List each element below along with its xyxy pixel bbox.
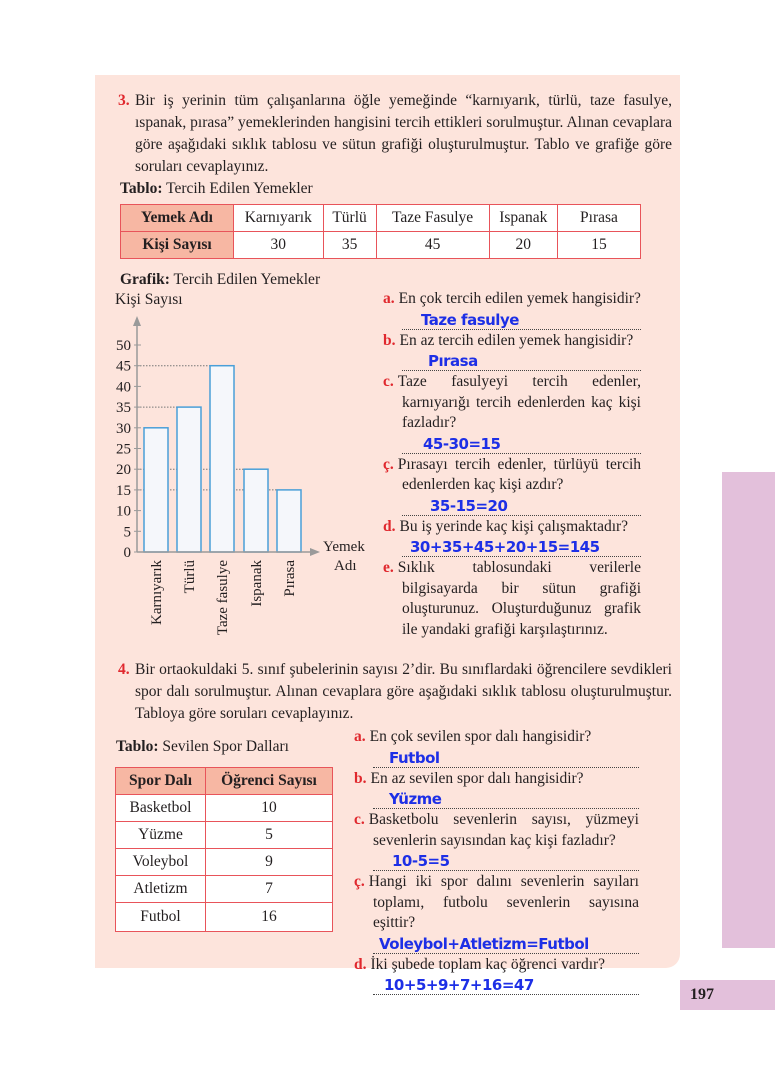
question-text: En çok tercih edilen yemek hangisidir?: [398, 290, 641, 307]
question-3: [354, 810, 639, 851]
cell: Pırasa: [558, 205, 641, 232]
question-4: [354, 872, 639, 934]
x-tick-label: Taze fasulye: [215, 560, 231, 636]
cell: 10: [206, 795, 333, 822]
cell: 7: [206, 876, 333, 903]
answer-line[interactable]: [373, 748, 639, 768]
handwritten-answer: Futbol: [389, 748, 440, 767]
q3-number: 3.: [118, 92, 130, 109]
food-frequency-table: [120, 204, 641, 259]
q4-questions: [354, 727, 639, 996]
question-text: İki şubede toplam kaç öğrenci vardır?: [370, 955, 606, 973]
q4-header: [118, 659, 672, 725]
question-letter: c.: [354, 811, 365, 828]
cell: Voleybol: [116, 849, 206, 876]
question-1: [383, 289, 641, 310]
question-letter: d.: [383, 517, 396, 535]
q4-text: Bir ortaokuldaki 5. sınıf şubelerinin sayısı 2’dir. Bu sınıflardaki öğrencilere sevdikleri spor dalı sorulmuştur. Alınan cevaplara göre aşağıdaki sıklık tablosu oluşturulmuştur. Tabloya göre soruları cevaplayınız.: [135, 661, 672, 722]
answer-line[interactable]: [373, 975, 639, 995]
header-cell: Spor Dalı: [116, 768, 206, 795]
answer-line[interactable]: [402, 310, 641, 330]
q3-header: [118, 90, 672, 178]
header-cell: Yemek Adı: [121, 205, 234, 232]
y-tick-label: 0: [123, 545, 131, 561]
cell: 30: [234, 232, 324, 259]
x-tick-label: Karnıyarık: [149, 560, 165, 625]
x-axis-label-line2: Adı: [334, 558, 357, 574]
question-letter: a.: [383, 290, 395, 307]
handwritten-answer: Voleybol+Atletizm=Futbol: [379, 934, 589, 953]
handwritten-answer: Pırasa: [428, 352, 478, 370]
cell: Taze Fasulye: [376, 205, 489, 232]
question-2: [383, 331, 641, 352]
bar-karnıyarık: [144, 428, 168, 552]
question-text: Taze fasulyeyi tercih edenler, karnıyarığı tercih edenlerden kaç kişi fazladır?: [397, 373, 641, 431]
page-number: 197: [680, 980, 775, 1010]
question-letter: c.: [383, 373, 394, 390]
answer-line[interactable]: [373, 851, 639, 871]
y-axis-arrow-icon: [133, 316, 141, 326]
bar-taze-fasulye: [210, 366, 234, 552]
question-letter: ç.: [383, 455, 394, 473]
table-row: [116, 849, 333, 876]
question-text: En az tercih edilen yemek hangisidir?: [399, 331, 634, 349]
header-cell: Kişi Sayısı: [121, 232, 234, 259]
answer-line[interactable]: [402, 537, 641, 557]
handwritten-answer: Yüzme: [389, 790, 442, 808]
question-letter: ç.: [354, 873, 365, 890]
caption-title: Tercih Edilen Yemekler: [173, 271, 321, 288]
q3-questions: [383, 289, 641, 640]
y-axis-label: Kişi Sayısı: [115, 291, 183, 308]
y-tick-label: 10: [116, 503, 131, 520]
y-tick-label: 35: [116, 400, 131, 417]
q4-number: 4.: [118, 661, 130, 678]
handwritten-answer: 10+5+9+7+16=47: [384, 976, 534, 994]
question-text: Basketbolu sevenlerin sayısı, yüzmeyi sevenlerin sayısından kaç kişi fazladır?: [368, 811, 639, 849]
graph-caption: [120, 271, 320, 289]
handwritten-answer: Taze fasulye: [421, 310, 519, 329]
caption-label: Grafik:: [120, 271, 170, 288]
y-tick-label: 40: [116, 379, 131, 396]
question-3: [383, 372, 641, 434]
cell: Ispanak: [489, 205, 557, 232]
x-tick-label: Pırasa: [282, 560, 298, 597]
q3-text: Bir iş yerinin tüm çalışanlarına öğle yemeğinde “karnıyarık, türlü, taze fasulye, ıspanak, pırasa” yemeklerinden hangisini tercih ettikleri sorulmuştur. Alınan cevaplara göre aşağıdaki sıklık tablosu ve sütun grafiği oluşturulmuştur. Tablo ve grafiğe göre soruları cevaplayınız.: [135, 92, 672, 175]
cell: 45: [376, 232, 489, 259]
handwritten-answer: 35-15=20: [430, 496, 508, 515]
y-tick-label: 50: [116, 338, 131, 354]
x-axis-label-line1: Yemek: [323, 539, 365, 555]
cell: 20: [489, 232, 557, 259]
table-row: [121, 232, 641, 259]
question-2: [354, 769, 639, 790]
q3-block: [118, 90, 672, 259]
question-text: En çok sevilen spor dalı hangisidir?: [369, 728, 592, 745]
cell: 5: [206, 822, 333, 849]
table-row: [116, 822, 333, 849]
caption-title: Tercih Edilen Yemekler: [166, 180, 313, 197]
q4-block: [118, 659, 672, 996]
question-text: Pırasayı tercih edenler, türlüyü tercih edenlerden kaç kişi azdır?: [397, 455, 641, 493]
cell: 9: [206, 849, 333, 876]
table-row: [116, 903, 333, 932]
sport-frequency-table: [115, 767, 333, 932]
question-4: [383, 455, 641, 496]
question-text: Hangi iki spor dalını sevenlerin sayıları toplamı, futbolu sevenlerin sayısına eşittir?: [368, 873, 639, 931]
caption-label: Tablo:: [120, 180, 163, 197]
table-row: [116, 768, 333, 795]
answer-line[interactable]: [402, 496, 641, 516]
question-letter: e.: [383, 559, 394, 576]
handwritten-answer: 30+35+45+20+15=145: [410, 538, 600, 556]
x-tick-label: Ispanak: [249, 560, 265, 607]
q3-table-caption: [120, 179, 672, 199]
answer-line[interactable]: [402, 351, 641, 371]
q4-table-caption: [116, 737, 354, 757]
table-row: [116, 795, 333, 822]
question-text: En az sevilen spor dalı hangisidir?: [370, 769, 584, 787]
question-letter: b.: [354, 769, 367, 787]
bar-chart: [0, 300, 380, 650]
table-row: [116, 876, 333, 903]
question-5: [383, 517, 641, 538]
question-letter: b.: [383, 331, 396, 349]
cell: 15: [558, 232, 641, 259]
bar-türlü: [177, 407, 201, 552]
cell: Atletizm: [116, 876, 206, 903]
y-tick-label: 45: [116, 358, 131, 375]
answer-line[interactable]: [373, 789, 639, 809]
cell: Futbol: [116, 903, 206, 932]
q4-content: [118, 727, 672, 996]
question-text: Sıklık tablosundaki verilerle bilgisayarda bir sütun grafiği oluşturunuz. Oluşturduğunuz grafik ile yandaki grafiği karşılaştırınız.: [397, 559, 641, 638]
y-tick-label: 30: [116, 420, 131, 437]
side-tab: [722, 472, 775, 948]
question-6: [383, 558, 641, 640]
y-tick-label: 5: [123, 524, 131, 541]
bar-pırasa: [277, 490, 301, 552]
header-cell: Öğrenci Sayısı: [206, 768, 333, 795]
cell: 35: [323, 232, 376, 259]
y-tick-label: 20: [116, 462, 131, 479]
y-tick-label: 15: [116, 482, 131, 499]
question-1: [354, 727, 639, 748]
table-row: [121, 205, 641, 232]
answer-line[interactable]: [402, 434, 641, 454]
question-5: [354, 955, 639, 976]
question-letter: d.: [354, 955, 367, 973]
bar-ispanak: [244, 469, 268, 552]
cell: Basketbol: [116, 795, 206, 822]
cell: Türlü: [323, 205, 376, 232]
cell: 16: [206, 903, 333, 932]
q4-table-column: [115, 727, 354, 996]
question-text: Bu iş yerinde kaç kişi çalışmaktadır?: [399, 517, 629, 535]
handwritten-answer: 10-5=5: [392, 852, 450, 870]
handwritten-answer: 45-30=15: [423, 434, 501, 453]
caption-title: Sevilen Spor Dalları: [162, 738, 289, 755]
caption-label: Tablo:: [116, 738, 159, 755]
y-tick-label: 25: [116, 441, 131, 458]
question-letter: a.: [354, 728, 366, 745]
cell: Karnıyarık: [234, 205, 324, 232]
x-tick-label: Türlü: [182, 560, 198, 594]
x-axis-arrow-icon: [310, 548, 320, 556]
cell: Yüzme: [116, 822, 206, 849]
answer-line[interactable]: [373, 934, 639, 954]
